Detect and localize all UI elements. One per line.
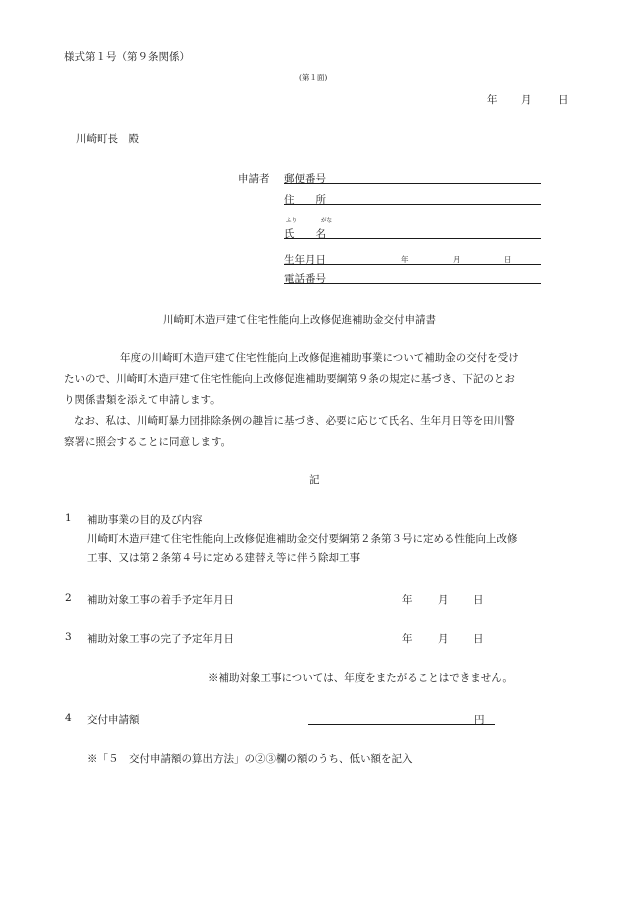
postal-label: 郵便番号 [284,173,326,185]
item3-month: 月 [438,633,449,645]
item1-content-line2: 工事、又は第２条第４号に定める建替え等に伴う除却工事 [87,552,360,564]
address-line[interactable] [284,204,541,205]
birth-year: 年 [401,255,409,264]
item2-number: 2 [65,592,72,604]
item2-day: 日 [473,594,484,606]
item4-yen-unit: 円 [474,714,485,726]
body-para1-line3: り関係書類を添えて申請します。 [64,394,221,406]
amount-note: ※「５ 交付申請額の算出方法」の②③欄の額のうち、低い額を記入 [87,753,413,765]
birth-line[interactable] [284,264,541,265]
address-label: 住 所 [284,194,326,206]
date-day: 日 [558,94,569,106]
furi-label: ふり [286,218,298,224]
item4-label: 交付申請額 [87,714,140,726]
birth-label: 生年月日 [284,254,326,266]
name-line[interactable] [284,238,541,239]
birth-day: 日 [504,255,512,264]
applicant-label: 申請者 [238,173,270,185]
item1-label: 補助事業の目的及び内容 [87,514,203,526]
body-para1-line2: たいので、川崎町木造戸建て住宅性能向上改修促進補助要綱第９条の規定に基づき、下記のとお [64,373,515,385]
birth-month: 月 [453,255,461,264]
amount-line[interactable] [308,724,495,725]
gana-label: がな [321,218,333,224]
item2-month: 月 [438,594,449,606]
date-year: 年 [487,94,498,106]
document-title: 川崎町木造戸建て住宅性能向上改修促進補助金交付申請書 [163,314,436,326]
form-number: 様式第１号（第９条関係） [64,51,190,63]
sheet-label: (第１面) [299,73,328,82]
item3-label: 補助対象工事の完了予定年月日 [87,633,234,645]
item3-year: 年 [402,633,413,645]
item3-number: 3 [65,631,72,643]
name-label: 氏 名 [284,228,326,240]
item1-content-line1: 川崎町木造戸建て住宅性能向上改修促進補助金交付要綱第２条第３号に定める性能向上改修 [87,533,518,545]
item3-day: 日 [473,633,484,645]
item1-number: 1 [65,512,72,524]
ki-heading: 記 [309,474,320,486]
item2-label: 補助対象工事の着手予定年月日 [87,594,234,606]
item2-year: 年 [402,594,413,606]
fiscal-year-note: ※補助対象工事については、年度をまたがることはできません。 [208,672,513,684]
body-para1-line1: 年度の川崎町木造戸建て住宅性能向上改修促進補助事業について補助金の交付を受け [120,352,519,364]
postal-line[interactable] [284,183,541,184]
item4-number: 4 [65,712,72,724]
addressee: 川崎町長 殿 [76,133,139,145]
body-para2-line1: なお、私は、川崎町暴力団排除条例の趣旨に基づき、必要に応じて氏名、生年月日等を田川警 [74,415,515,427]
body-para2-line2: 察署に照会することに同意します。 [64,436,232,448]
phone-label: 電話番号 [284,273,326,285]
date-month: 月 [521,94,532,106]
phone-line[interactable] [284,283,541,284]
